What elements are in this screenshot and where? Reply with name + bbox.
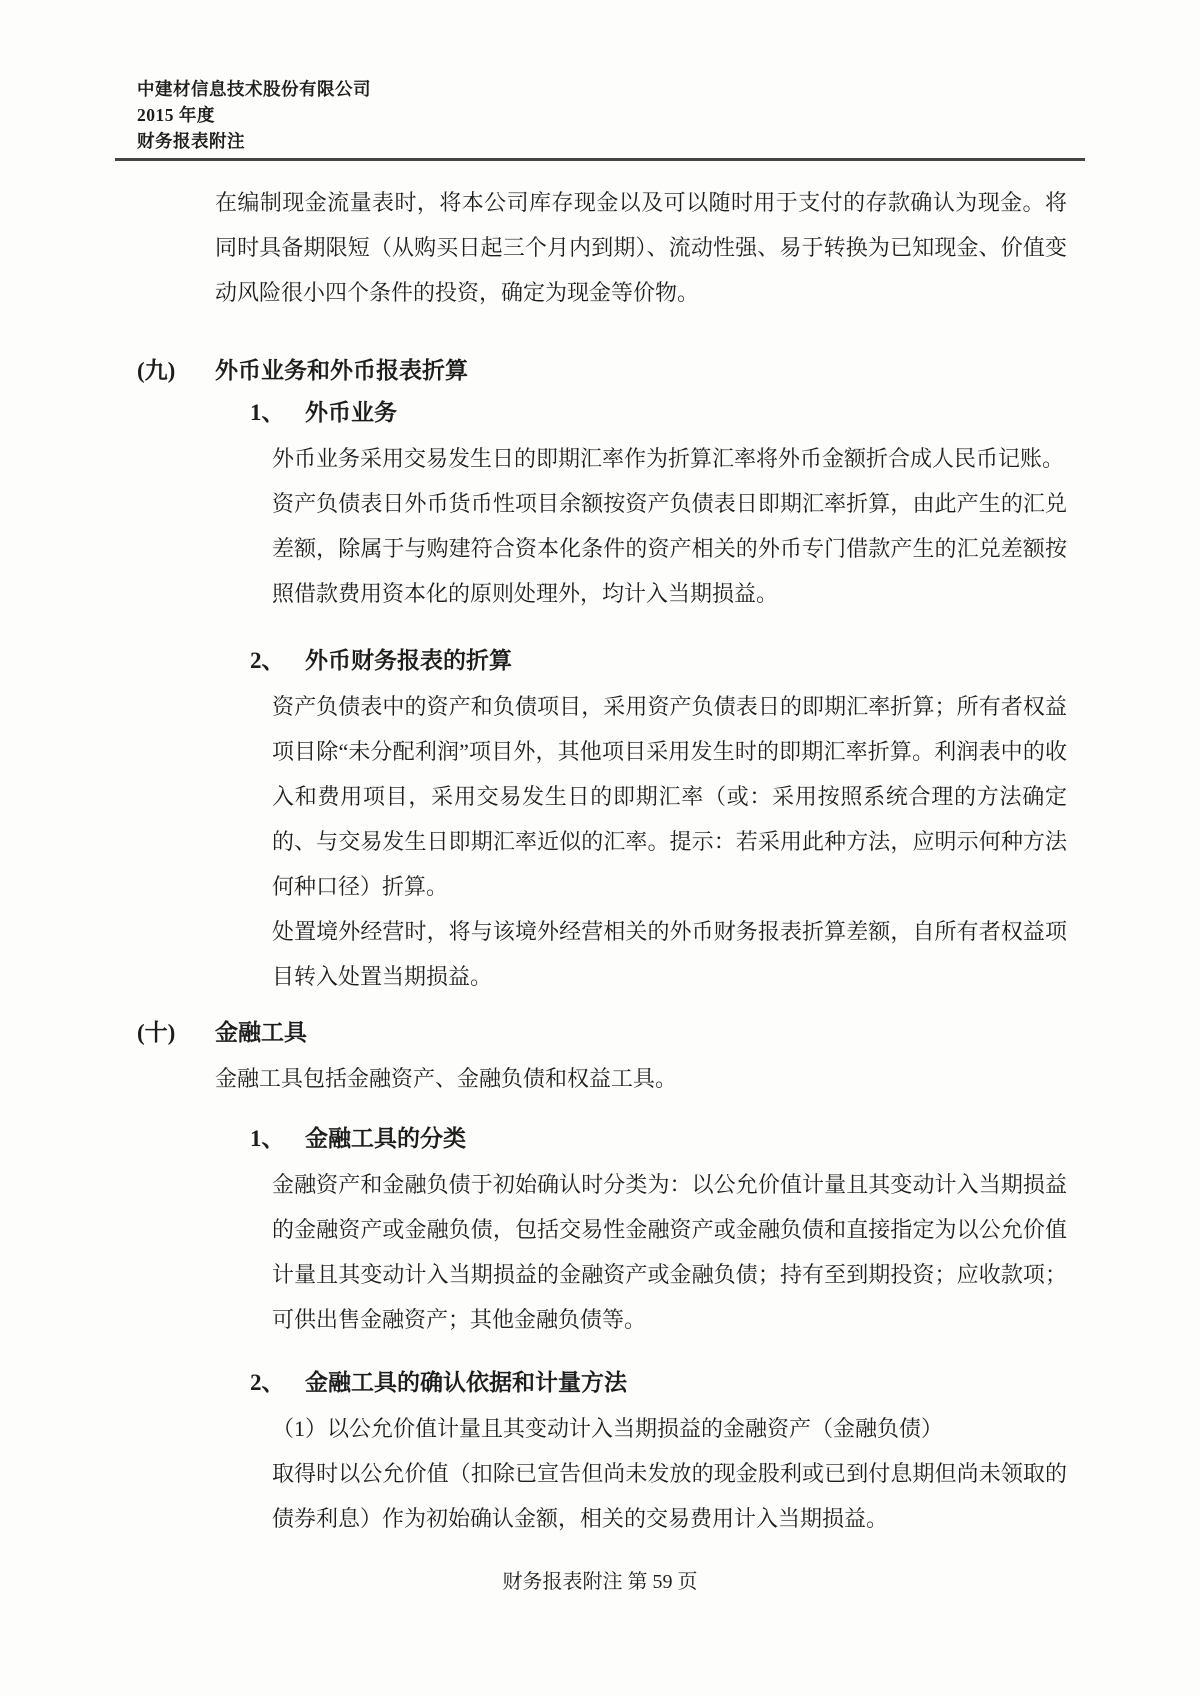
header-divider	[115, 158, 1085, 161]
item-number: 1、	[250, 1126, 285, 1151]
item-paragraph: 资产负债表中的资产和负债项目，采用资产负债表日的即期汇率折算；所有者权益项目除“未分配利润”项目外，其他项目采用发生时的即期汇率折算。利润表中的收入和费用项目，采用交易发生日的即期汇率（或：采用按照系统合理的方法确定的、与交易发生日即期汇率近似的汇率。提示：若采用此种方法，应明示何种方法何种口径）折算。	[272, 694, 1067, 899]
item-paragraph: 金融资产和金融负债于初始确认时分类为：以公允价值计量且其变动计入当期损益的金融资产或金融负债，包括交易性金融资产或金融负债和直接指定为以公允价值计量且其变动计入当期损益的金融资产或金融负债；持有至到期投资；应收款项；可供出售金融资产；其他金融负债等。	[272, 1172, 1067, 1332]
item-number: 2、	[250, 1370, 285, 1395]
section-heading	[137, 350, 1200, 392]
item-paragraph: 资产负债表日外币货币性项目余额按资产负债表日即期汇率折算，由此产生的汇兑差额，除属于与购建符合资本化条件的资产相关的外币专门借款产生的汇兑差额按照借款费用资本化的原则处理外，均计入当期损益。	[272, 491, 1067, 606]
item-body	[272, 1406, 1067, 1541]
item-title: 金融工具的分类	[305, 1126, 466, 1151]
item-heading	[250, 392, 1200, 434]
intro-paragraph: 在编制现金流量表时，将本公司库存现金以及可以随时用于支付的存款确认为现金。将同时具备期限短（从购买日起三个月内到期）、流动性强、易于转换为已知现金、价值变动风险很小四个条件的投资，确定为现金等价物。	[215, 190, 1067, 305]
section-title: 金融工具	[215, 1020, 307, 1045]
item-body	[272, 1162, 1067, 1342]
item-number: 2、	[250, 648, 285, 673]
item-body	[272, 436, 1067, 616]
item-title: 外币财务报表的折算	[305, 648, 512, 673]
item-paragraph: 处置境外经营时，将与该境外经营相关的外币财务报表折算差额，自所有者权益项目转入处置当期损益。	[272, 919, 1067, 989]
item-paragraph: （1）以公允价值计量且其变动计入当期损益的金融资产（金融负债）	[272, 1416, 944, 1441]
page-footer: 财务报表附注 第 59 页	[502, 1571, 698, 1593]
item-body	[272, 684, 1067, 999]
item-title: 金融工具的确认依据和计量方法	[305, 1370, 627, 1395]
item-heading	[250, 1362, 1200, 1404]
item-title: 外币业务	[305, 400, 397, 425]
section-title: 外币业务和外币报表折算	[215, 358, 468, 383]
item-paragraph: 取得时以公允价值（扣除已宣告但尚未发放的现金股利或已到付息期但尚未领取的债券利息）作为初始确认金额，相关的交易费用计入当期损益。	[272, 1461, 1067, 1531]
section-intro: 金融工具包括金融资产、金融负债和权益工具。	[215, 1066, 678, 1091]
header-doc-title: 财务报表附注	[137, 131, 245, 151]
document-body	[0, 180, 1200, 1541]
item-paragraph: 外币业务采用交易发生日的即期汇率作为折算汇率将外币金额折合成人民币记账。	[272, 446, 1065, 471]
header-company: 中建材信息技术股份有限公司	[137, 79, 371, 99]
section-label: (十)	[137, 1020, 176, 1045]
section-label: (九)	[137, 358, 176, 383]
page-header	[0, 0, 1200, 154]
header-year: 2015 年度	[137, 105, 215, 125]
item-heading	[250, 1118, 1200, 1160]
item-heading	[250, 640, 1200, 682]
item-number: 1、	[250, 400, 285, 425]
section-heading	[137, 1012, 1200, 1054]
